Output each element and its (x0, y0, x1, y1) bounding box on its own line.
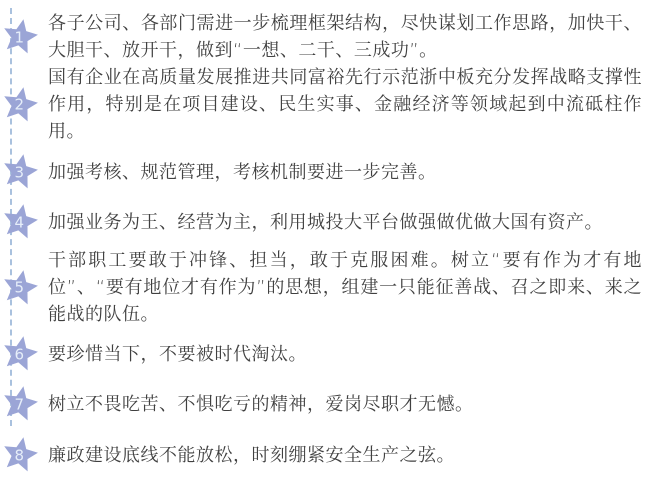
star-marker-box (1, 269, 39, 307)
star-marker (0, 335, 48, 373)
star-marker (0, 10, 48, 64)
star-marker (0, 436, 48, 474)
star-number: 1 (14, 28, 25, 47)
star-marker-box (1, 436, 39, 474)
list-item (0, 335, 652, 373)
list-item (0, 203, 652, 241)
star-number: 7 (14, 395, 25, 414)
item-text: 干部职工要敢于冲锋、担当，敢于克服困难。树立“要有作为才有地位”、“要有地位才有作为”的思想，组建一只能征善战、召之即来、来之能战的队伍。 (48, 250, 642, 325)
item-text: 加强考核、规范管理，考核机制要进一步完善。 (48, 161, 437, 183)
star-number: 6 (14, 345, 25, 364)
list-item (0, 247, 652, 328)
item-text: 要珍惜当下，不要被时代淘汰。 (48, 343, 307, 365)
item-text: 廉政建设底线不能放松，时刻绷紧安全生产之弦。 (48, 444, 455, 466)
star-number: 4 (14, 213, 25, 232)
list-item (0, 10, 652, 64)
star-marker-box (1, 385, 39, 423)
item-text: 树立不畏吃苦、不惧吃亏的精神，爱岗尽职才无憾。 (48, 393, 474, 415)
star-marker (0, 153, 48, 191)
star-number: 2 (14, 95, 25, 114)
star-marker-box (1, 203, 39, 241)
star-marker-box (1, 153, 39, 191)
item-text: 各子公司、各部门需进一步梳理框架结构，尽快谋划工作思路，加快干、大胆干、放开干，做到“一想、二干、三成功”。 (48, 13, 642, 61)
star-marker (0, 203, 48, 241)
item-text: 加强业务为王、经营为主，利用城投大平台做强做优做大国有资产。 (48, 211, 603, 233)
star-marker-box (1, 86, 39, 124)
list-item (0, 385, 652, 423)
star-marker-box (1, 18, 39, 56)
star-marker (0, 64, 48, 145)
item-text: 国有企业在高质量发展推进共同富裕先行示范浙中板充分发挥战略支撑性作用，特别是在项目建设、民生实事、金融经济等领域起到中流砥柱作用。 (48, 67, 642, 142)
list-item (0, 153, 652, 191)
list-item (0, 64, 652, 145)
star-marker-box (1, 335, 39, 373)
star-number: 3 (14, 163, 25, 182)
star-number: 5 (14, 278, 25, 297)
star-marker (0, 247, 48, 328)
star-number: 8 (14, 446, 25, 465)
list-item (0, 436, 652, 474)
star-marker (0, 385, 48, 423)
